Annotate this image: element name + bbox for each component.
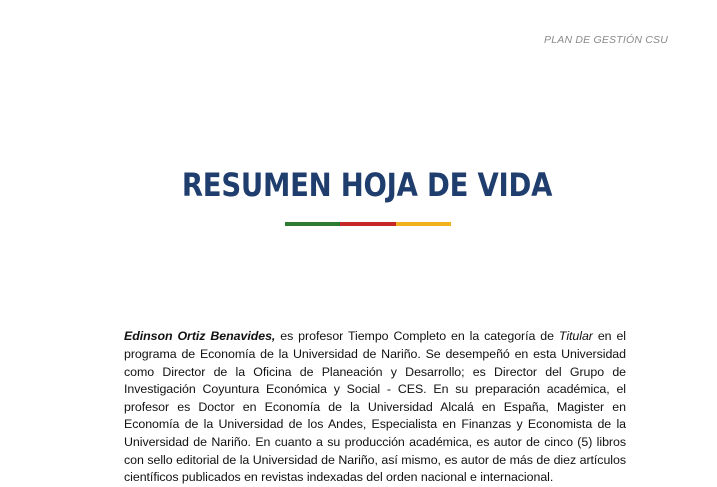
page-title: RESUMEN HOJA DE VIDA: [181, 166, 553, 204]
bio-category-italic: Titular: [558, 329, 593, 344]
bio-text-part-2: en el programa de Economía de la Universidad de Nariño. Se desempeñó en esta Universidad como Director de la Oficina de Planeación y Desarrollo; es Director del Grupo de Investigación Coyuntura Económica y Social - CES. En su preparación académica, el profesor es Doctor en Economía de la Universidad Alcalá en España, Magister en Economía de la Universidad de los Andes, Especialista en Finanzas y Economista de la Universidad de Nariño. En cuanto a su producción académica, es autor de cinco (5) libros con sello editorial de la Universidad de Nariño, así mismo, es autor de más de diez artículos científicos publicados en revistas indexadas del orden nacional e internacional.: [124, 329, 627, 485]
tricolor-divider: [285, 222, 451, 226]
bio-name: Edinson Ortiz Benavides,: [124, 329, 276, 344]
divider-segment-red: [340, 222, 395, 226]
bio-text-part-1: es profesor Tiempo Completo en la categoría de: [275, 329, 559, 344]
running-header: PLAN DE GESTIÓN CSU: [544, 34, 668, 46]
divider-segment-green: [285, 222, 340, 226]
divider-segment-yellow: [396, 222, 451, 226]
bio-paragraph: [124, 328, 626, 486]
